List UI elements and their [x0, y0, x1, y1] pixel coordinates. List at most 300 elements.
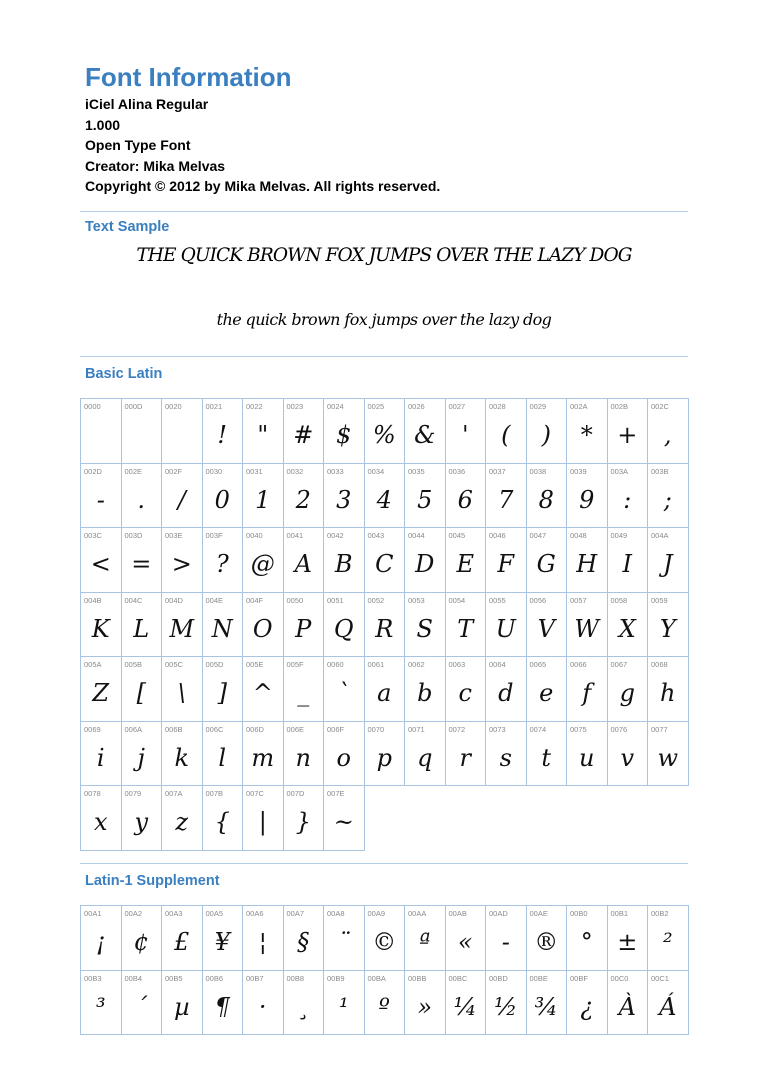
divider [80, 863, 688, 864]
divider [80, 211, 688, 212]
glyph-cell [324, 971, 365, 1036]
codepoint-label: 00B4 [124, 973, 143, 983]
codepoint-label: 0040 [246, 531, 263, 540]
glyph-sample: w [657, 743, 679, 772]
codepoint-label: 0036 [448, 466, 466, 476]
glyph-cell [648, 593, 689, 658]
codepoint-label: 000D [124, 402, 143, 411]
codepoint-label: 0020 [165, 402, 182, 411]
codepoint-label: 0076 [610, 724, 628, 734]
glyph-sample: O [252, 614, 273, 643]
glyph-cell [81, 786, 122, 851]
glyph-cell [527, 399, 568, 464]
divider [80, 356, 688, 357]
codepoint-label: 003B [651, 466, 669, 476]
glyph-cell [567, 464, 608, 529]
codepoint-label: 0041 [286, 531, 304, 540]
glyph-sample: # [293, 421, 314, 449]
glyph-cell [567, 399, 608, 464]
glyph-cell [567, 906, 608, 971]
codepoint-label: 00BA [367, 973, 386, 983]
glyph-cell [162, 464, 203, 529]
glyph-cell [648, 906, 689, 971]
glyph-cell [405, 528, 446, 593]
glyph-sample: ¹ [338, 992, 349, 1021]
codepoint-label: 00B7 [246, 973, 264, 983]
glyph-sample: : [623, 485, 632, 514]
codepoint-label: 0054 [448, 595, 466, 605]
glyph-cell [608, 657, 649, 722]
codepoint-label: 002A [570, 402, 588, 411]
glyph-sample: b [417, 679, 433, 707]
glyph-sample: ½ [494, 992, 518, 1021]
basic-latin-grid [80, 398, 689, 851]
glyph-cell [324, 464, 365, 529]
codepoint-label: 00A9 [367, 909, 386, 918]
codepoint-label: 00B6 [205, 973, 224, 983]
glyph-cell [203, 971, 244, 1036]
glyph-cell [365, 906, 406, 971]
glyph-sample: L [133, 614, 150, 643]
glyph-cell [203, 657, 244, 722]
codepoint-label: 005E [246, 660, 264, 669]
glyph-cell [446, 657, 487, 722]
codepoint-label: 00A6 [246, 909, 264, 918]
codepoint-label: 0046 [489, 531, 506, 540]
glyph-sample: f [582, 679, 592, 707]
codepoint-label: 006F [327, 724, 345, 734]
glyph-cell [648, 464, 689, 529]
glyph-sample: § [297, 928, 310, 956]
glyph-cell [608, 971, 649, 1036]
glyph-sample: R [375, 614, 394, 643]
codepoint-label: 00AE [529, 909, 548, 918]
glyph-cell [446, 528, 487, 593]
glyph-sample: ! [217, 421, 228, 449]
codepoint-label: 0070 [367, 724, 385, 734]
glyph-cell [122, 722, 163, 787]
glyph-cell [567, 593, 608, 658]
codepoint-label: 0075 [570, 724, 587, 734]
glyph-sample: U [495, 614, 516, 643]
codepoint-label: 006A [124, 724, 143, 734]
glyph-cell [405, 906, 446, 971]
glyph-sample: + [617, 421, 638, 449]
codepoint-label: 00B0 [570, 909, 588, 918]
glyph-cell [527, 657, 568, 722]
glyph-cell [324, 593, 365, 658]
glyph-sample: @ [250, 550, 275, 578]
glyph-cell [243, 464, 284, 529]
codepoint-label: 0026 [408, 402, 425, 411]
codepoint-label: 0045 [448, 531, 466, 540]
glyph-sample: M [169, 614, 195, 643]
glyph-sample: = [131, 550, 152, 578]
font-creator: Creator: Mika Melvas [85, 157, 226, 174]
glyph-cell [243, 399, 284, 464]
codepoint-label: 004A [651, 531, 669, 540]
glyph-cell [81, 399, 122, 464]
glyph-sample: F [497, 550, 515, 578]
glyph-cell [203, 528, 244, 593]
glyph-sample: i [96, 743, 105, 772]
glyph-cell [365, 971, 406, 1036]
glyph-cell [162, 657, 203, 722]
glyph-sample: A [294, 550, 312, 578]
codepoint-label: 00B1 [610, 909, 629, 918]
codepoint-label: 00AA [408, 909, 427, 918]
codepoint-label: 002B [610, 402, 629, 411]
codepoint-label: 00BC [448, 973, 468, 983]
font-info [85, 94, 440, 197]
glyph-sample: d [498, 679, 514, 707]
glyph-sample: C [375, 550, 394, 578]
codepoint-label: 00BE [529, 973, 548, 983]
glyph-cell [122, 464, 163, 529]
glyph-cell [243, 528, 284, 593]
codepoint-label: 0024 [327, 402, 344, 411]
glyph-sample: ~ [333, 808, 354, 836]
glyph-sample: ] [217, 679, 227, 707]
glyph-cell [567, 722, 608, 787]
font-name: iCiel Alina Regular [85, 96, 209, 112]
glyph-sample: < [90, 550, 111, 578]
codepoint-label: 0029 [529, 402, 547, 411]
glyph-sample: 8 [538, 485, 554, 514]
glyph-sample: n [295, 743, 311, 772]
glyph-cell [446, 906, 487, 971]
codepoint-label: 007C [246, 789, 264, 798]
codepoint-label: 0047 [529, 531, 547, 540]
glyph-cell [324, 528, 365, 593]
glyph-sample: _ [297, 679, 310, 707]
glyph-sample: * [580, 421, 593, 449]
glyph-sample: ° [580, 928, 593, 956]
glyph-cell [162, 971, 203, 1036]
glyph-cell [405, 464, 446, 529]
codepoint-label: 005C [165, 660, 183, 669]
glyph-cell [122, 593, 163, 658]
latin1-grid [80, 905, 689, 1035]
glyph-cell [648, 399, 689, 464]
glyph-cell [365, 657, 406, 722]
glyph-cell [486, 464, 527, 529]
glyph-sample: ² [662, 928, 673, 956]
font-copyright: Copyright © 2012 by Mika Melvas. All rights reserved. [85, 178, 441, 195]
codepoint-label: 0053 [408, 595, 425, 605]
glyph-cell [608, 906, 649, 971]
glyph-cell [284, 528, 325, 593]
glyph-cell [324, 722, 365, 787]
codepoint-label: 0078 [84, 789, 101, 798]
glyph-cell [446, 971, 487, 1036]
glyph-cell [486, 971, 527, 1036]
glyph-cell [122, 786, 163, 851]
glyph-cell [446, 593, 487, 658]
glyph-sample: ¦ [258, 928, 267, 956]
glyph-sample: ` [337, 679, 350, 707]
glyph-sample: I [622, 550, 632, 578]
glyph-sample: ^ [252, 679, 273, 707]
codepoint-label: 002F [165, 466, 183, 476]
glyph-sample: e [539, 679, 554, 707]
codepoint-label: 00B2 [651, 909, 669, 918]
codepoint-label: 0065 [529, 660, 547, 669]
codepoint-label: 0049 [610, 531, 628, 540]
codepoint-label: 0061 [367, 660, 385, 669]
codepoint-label: 0071 [408, 724, 425, 734]
glyph-sample: J [662, 550, 673, 578]
codepoint-label: 0030 [205, 466, 223, 476]
codepoint-label: 006B [165, 724, 183, 734]
glyph-cell [324, 657, 365, 722]
glyph-sample: X [618, 614, 636, 643]
codepoint-label: 005B [124, 660, 143, 669]
codepoint-label: 0031 [246, 466, 263, 476]
codepoint-label: 00A7 [286, 909, 305, 918]
codepoint-label: 0043 [367, 531, 385, 540]
codepoint-label: 004E [205, 595, 224, 605]
codepoint-label: 00B3 [84, 973, 102, 983]
glyph-sample: » [417, 992, 433, 1021]
glyph-sample: v [620, 743, 635, 772]
codepoint-label: 006E [286, 724, 305, 734]
codepoint-label: 0034 [367, 466, 385, 476]
glyph-cell [527, 528, 568, 593]
codepoint-label: 0056 [529, 595, 547, 605]
glyph-cell [81, 722, 122, 787]
glyph-cell [243, 593, 284, 658]
glyph-cell [81, 657, 122, 722]
glyph-cell [446, 399, 487, 464]
glyph-cell [81, 464, 122, 529]
glyph-cell [486, 906, 527, 971]
codepoint-label: 0032 [286, 466, 304, 476]
glyph-sample: ? [215, 550, 229, 578]
glyph-cell [486, 722, 527, 787]
glyph-sample: « [457, 928, 473, 956]
glyph-sample: o [336, 743, 351, 772]
glyph-sample: ) [541, 421, 551, 449]
codepoint-label: 0033 [327, 466, 344, 476]
codepoint-label: 0051 [327, 595, 344, 605]
glyph-cell [203, 722, 244, 787]
glyph-cell [365, 528, 406, 593]
glyph-cell [567, 657, 608, 722]
glyph-cell [122, 971, 163, 1036]
codepoint-label: 00AD [489, 909, 508, 918]
codepoint-label: 0077 [651, 724, 668, 734]
glyph-sample: h [660, 679, 676, 707]
codepoint-label: 0044 [408, 531, 425, 540]
codepoint-label: 0027 [448, 402, 466, 411]
glyph-cell [203, 906, 244, 971]
glyph-cell [81, 906, 122, 971]
glyph-cell [365, 464, 406, 529]
glyph-cell [284, 657, 325, 722]
codepoint-label: 0067 [610, 660, 628, 669]
glyph-sample: { [214, 808, 230, 836]
glyph-cell [284, 906, 325, 971]
codepoint-label: 0052 [367, 595, 385, 605]
glyph-sample: ¥ [214, 928, 230, 956]
glyph-cell [405, 657, 446, 722]
codepoint-label: 00A1 [84, 909, 102, 918]
codepoint-label: 007E [327, 789, 345, 798]
glyph-sample: x [93, 808, 108, 836]
glyph-cell [648, 971, 689, 1036]
glyph-sample: 0 [214, 485, 230, 514]
glyph-cell [405, 593, 446, 658]
codepoint-label: 0064 [489, 660, 506, 669]
glyph-sample: 1 [255, 485, 271, 514]
glyph-cell [608, 528, 649, 593]
codepoint-label: 0059 [651, 595, 668, 605]
codepoint-label: 0069 [84, 724, 101, 734]
glyph-cell [567, 528, 608, 593]
glyph-sample: ³ [95, 992, 106, 1021]
codepoint-label: 00BD [489, 973, 508, 983]
glyph-cell [203, 464, 244, 529]
glyph-sample: ¼ [453, 992, 477, 1021]
glyph-cell [527, 971, 568, 1036]
glyph-sample: | [258, 808, 267, 836]
codepoint-label: 007D [286, 789, 305, 798]
glyph-sample: & [414, 421, 436, 449]
glyph-sample: s [499, 743, 512, 772]
glyph-cell [324, 906, 365, 971]
glyph-sample: g [619, 679, 635, 707]
glyph-sample: W [574, 614, 600, 643]
glyph-sample: - [501, 928, 510, 956]
codepoint-label: 003F [205, 531, 223, 540]
glyph-cell [243, 971, 284, 1036]
glyph-sample: 5 [417, 485, 433, 514]
glyph-sample: K [91, 614, 110, 643]
sample-uppercase: THE QUICK BROWN FOX JUMPS OVER THE LAZY DOG [136, 245, 632, 266]
glyph-sample: p [376, 743, 392, 772]
codepoint-label: 0079 [124, 789, 142, 798]
glyph-cell [203, 593, 244, 658]
codepoint-label: 0042 [327, 531, 344, 540]
glyph-cell [446, 464, 487, 529]
codepoint-label: 002D [84, 466, 102, 476]
glyph-cell [284, 971, 325, 1036]
glyph-sample: u [579, 743, 595, 772]
codepoint-label: 0062 [408, 660, 425, 669]
glyph-sample: º [378, 992, 390, 1021]
glyph-cell [527, 722, 568, 787]
glyph-cell [486, 657, 527, 722]
codepoint-label: 00C0 [610, 973, 629, 983]
glyph-sample: Z [92, 679, 110, 707]
glyph-sample: 3 [336, 485, 352, 514]
glyph-sample: V [537, 614, 555, 643]
glyph-sample: 6 [457, 485, 473, 514]
codepoint-label: 002C [651, 402, 669, 411]
glyph-cell [122, 906, 163, 971]
glyph-sample: l [218, 743, 227, 772]
glyph-cell [284, 786, 325, 851]
codepoint-label: 0073 [489, 724, 506, 734]
codepoint-label: 0048 [570, 531, 587, 540]
codepoint-label: 0057 [570, 595, 587, 605]
glyph-cell [365, 593, 406, 658]
codepoint-label: 00C1 [651, 973, 669, 983]
glyph-cell [122, 657, 163, 722]
glyph-cell [284, 722, 325, 787]
codepoint-label: 00A8 [327, 909, 345, 918]
glyph-sample: Y [659, 614, 676, 643]
codepoint-label: 005D [205, 660, 224, 669]
basic-latin-heading: Basic Latin [85, 366, 163, 382]
glyph-sample: Á [659, 992, 677, 1021]
glyph-sample: ± [617, 928, 638, 956]
codepoint-label: 0055 [489, 595, 506, 605]
codepoint-label: 00A3 [165, 909, 183, 918]
glyph-cell [365, 399, 406, 464]
glyph-cell [162, 528, 203, 593]
glyph-sample: G [536, 550, 556, 578]
glyph-sample: £ [174, 928, 190, 956]
glyph-sample: " [257, 421, 269, 449]
glyph-sample: / [177, 485, 186, 514]
glyph-cell [648, 657, 689, 722]
codepoint-label: 0038 [529, 466, 547, 476]
glyph-sample: y [134, 808, 149, 836]
glyph-cell [446, 722, 487, 787]
glyph-cell [567, 971, 608, 1036]
glyph-sample: D [415, 550, 435, 578]
glyph-cell [405, 971, 446, 1036]
glyph-sample: \ [177, 679, 186, 707]
glyph-sample: r [459, 743, 471, 772]
glyph-sample: [ [136, 679, 146, 707]
text-sample-heading: Text Sample [85, 219, 170, 235]
codepoint-label: 00BB [408, 973, 427, 983]
glyph-cell [527, 464, 568, 529]
glyph-cell [324, 399, 365, 464]
glyph-sample: ¢ [133, 928, 149, 956]
glyph-sample: . [137, 485, 146, 514]
codepoint-label: 0025 [367, 402, 385, 411]
glyph-cell [243, 657, 284, 722]
codepoint-label: 0028 [489, 402, 506, 411]
glyph-sample: k [174, 743, 190, 772]
glyph-cell [486, 399, 527, 464]
glyph-sample: j [137, 743, 145, 772]
codepoint-label: 00AB [448, 909, 467, 918]
glyph-cell [608, 722, 649, 787]
codepoint-label: 0000 [84, 402, 101, 411]
glyph-cell [243, 722, 284, 787]
latin1-heading: Latin-1 Supplement [85, 873, 220, 889]
glyph-sample: - [96, 485, 105, 514]
codepoint-label: 0074 [529, 724, 547, 734]
glyph-sample: ; [663, 485, 672, 514]
glyph-sample: z [175, 808, 189, 836]
glyph-sample: © [372, 928, 397, 956]
glyph-sample: · [258, 992, 267, 1021]
glyph-sample: P [295, 614, 312, 643]
glyph-sample: ¿ [580, 992, 594, 1021]
codepoint-label: 006D [246, 724, 264, 734]
glyph-cell [365, 722, 406, 787]
glyph-cell [122, 399, 163, 464]
glyph-cell [648, 722, 689, 787]
codepoint-label: 007A [165, 789, 183, 798]
glyph-sample: T [457, 614, 474, 643]
